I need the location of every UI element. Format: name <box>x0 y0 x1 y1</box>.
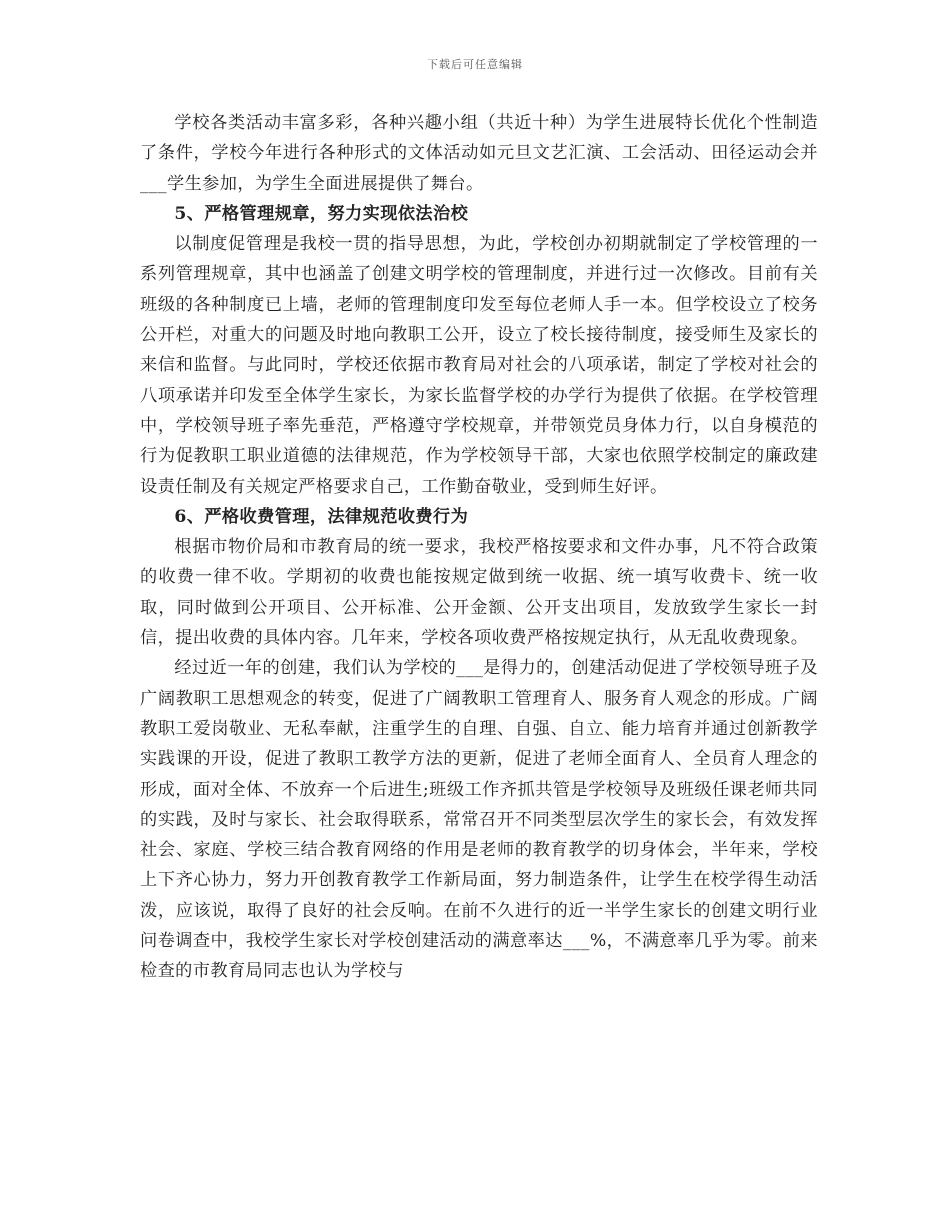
paragraph-fees: 根据市物价局和市教育局的统一要求，我校严格按要求和文件办事，凡不符合政策的收费一律不收。学期初的收费也能按规定做到统一收据、统一填写收费卡、统一收取，同时做到公开项目、公开标准、公开金额、公开支出项目，发放致学生家长一封信，提出收费的具体内容。几年来，学校各项收费严格按规定执行，从无乱收费现象。 <box>140 537 818 649</box>
section-heading-5: 5、严格管理规章，努力实现依法治校 <box>174 203 469 224</box>
document-body <box>140 108 818 987</box>
section-heading-6: 6、严格收费管理，法律规范收费行为 <box>174 506 469 527</box>
paragraph-management: 以制度促管理是我校一贯的指导思想，为此，学校创办初期就制定了学校管理的一系列管理规章，其中也涵盖了创建文明学校的管理制度，并进行过一次修改。目前有关班级的各种制度已上墙，老师的管理制度印发至每位老师人手一本。但学校设立了校务公开栏，对重大的问题及时地向教职工公开，设立了校长接待制度，接受师生及家长的来信和监督。与此同时，学校还依据市教育局对社会的八项承诺，制定了学校对社会的八项承诺并印发至全体学生家长，为家长监督学校的办学行为提供了依据。在学校管理中，学校领导班子率先垂范，严格遵守学校规章，并带领党员身体力行，以自身模范的行为促教职工职业道德的法律规范，作为学校领导干部，大家也依照学校制定的廉政建设责任制及有关规定严格要求自己，工作勤奋敬业，受到师生好评。 <box>140 234 818 497</box>
paragraph-summary: 经过近一年的创建，我们认为学校的___是得力的，创建活动促进了学校领导班子及广阔教职工思想观念的转变，促进了广阔教职工管理育人、服务育人观念的形成。广阔教职工爱岗敬业、无私奉献，注重学生的自理、自强、自立、能力培育并通过创新教学实践课的开设，促进了教职工教学方法的更新，促进了老师全面育人、全员育人理念的形成，面对全体、不放弃一个后进生;班级工作齐抓共管是学校领导及班级任课老师共同的实践，及时与家长、社会取得联系，常常召开不同类型层次学生的家长会，有效发挥社会、家庭、学校三结合教育网络的作用是老师的教育教学的切身体会，半年来，学校上下齐心协力，努力开创教育教学工作新局面，努力制造条件，让学生在校学得生动活泼，应该说，取得了良好的社会反响。在前不久进行的近一半学生家长的创建文明行业问卷调查中，我校学生家长对学校创建活动的满意率达___%，不满意率几乎为零。前来检查的市教育局同志也认为学校与 <box>140 658 818 982</box>
paragraph-activities: 学校各类活动丰富多彩，各种兴趣小组（共近十种）为学生进展特长优化个性制造了条件，学校今年进行各种形式的文体活动如元旦文艺汇演、工会活动、田径运动会并___学生参加，为学生全面进展提供了舞台。 <box>140 113 818 194</box>
page-header: 下载后可任意编辑 <box>427 58 523 71</box>
